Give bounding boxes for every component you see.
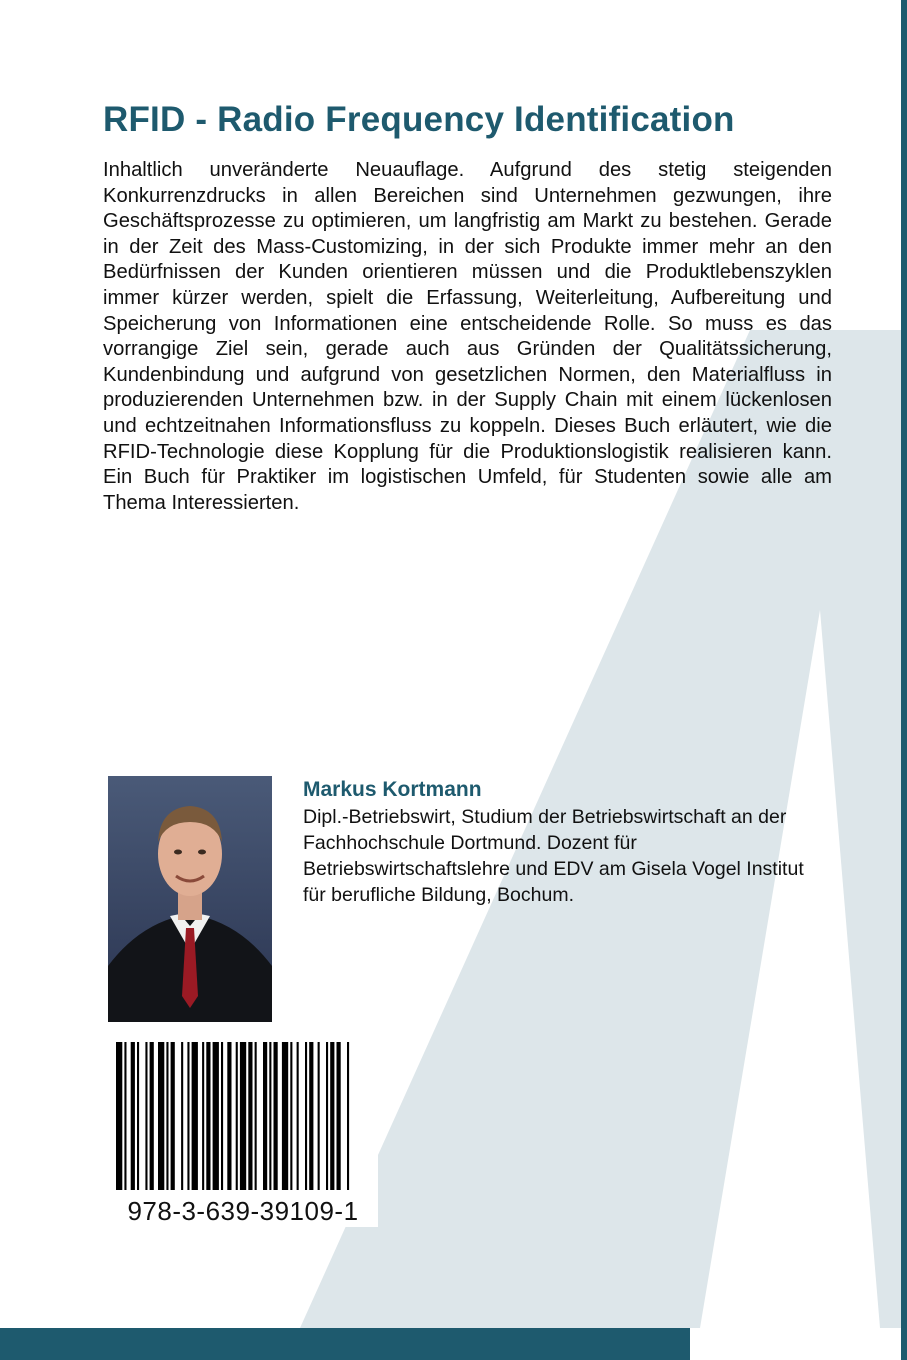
barcode-bar <box>290 1042 292 1190</box>
barcode-bar <box>330 1042 334 1190</box>
author-bio: Dipl.-Betriebswirt, Studium der Betriebswirtschaft an der Fachhochschule Dortmund. Dozent für Betriebswirtschaftslehre und EDV am Gisela Vogel Institut für berufliche Bildung, Bochum. <box>303 806 804 906</box>
barcode-bar <box>145 1042 147 1190</box>
barcode-bar <box>131 1042 135 1190</box>
barcode-bar <box>318 1042 320 1190</box>
barcode-bar <box>181 1042 183 1190</box>
barcode-bar <box>221 1042 223 1190</box>
barcode-bar <box>227 1042 231 1190</box>
author-photo <box>108 776 272 1022</box>
right-edge-strip <box>901 0 907 1360</box>
barcode-bar <box>166 1042 168 1190</box>
barcode-bar <box>202 1042 204 1190</box>
barcode-bar <box>255 1042 257 1190</box>
barcode-bar <box>274 1042 278 1190</box>
barcode-bar <box>124 1042 126 1190</box>
barcode-bar <box>187 1042 189 1190</box>
barcode-bar <box>347 1042 349 1190</box>
barcode-bar <box>282 1042 288 1190</box>
barcode-bar <box>297 1042 299 1190</box>
barcode-bar <box>309 1042 313 1190</box>
barcode-bar <box>137 1042 139 1190</box>
bottom-bar <box>0 1328 690 1360</box>
barcode-bar <box>158 1042 164 1190</box>
barcode-bar <box>236 1042 238 1190</box>
author-name: Markus Kortmann <box>303 778 482 801</box>
barcode-bar <box>192 1042 198 1190</box>
book-title: RFID - Radio Frequency Identification <box>103 100 735 139</box>
book-description: Inhaltlich unveränderte Neuauflage. Aufgrund des stetig steigenden Konkurrenzdrucks in allen Bereichen sind Unternehmen gezwungen, ihre Geschäftsprozesse zu optimieren, um langfristig am Markt zu bestehen. Gerade in der Zeit des Mass-Customizing, in der sich Produkte immer mehr an den Bedürfnissen der Kunden orientieren müssen und die Produktlebenszyklen immer kürzer werden, spielt die Erfassung, Weiterleitung, Aufbereitung und Speicherung von Informationen eine entscheidende Rolle. So muss es das vorrangige Ziel sein, gerade auch aus Gründen der Qualitätssicherung, Kundenbindung und aufgrund von gesetzlichen Normen, den Materialfluss in produzierenden Unternehmen bzw. in der Supply Chain mit einem lückenlosen und echtzeitnahen Informationsfluss zu koppeln. Dieses Buch erläutert, wie die RFID-Technologie diese Kopplung für die Produktionslogistik realisieren kann. Ein Buch für Praktiker im logistischen Umfeld, für Studenten sowie alle am Thema Interessierten. <box>103 159 832 514</box>
barcode-bar <box>269 1042 271 1190</box>
barcode-bar <box>116 1042 122 1190</box>
barcode <box>108 1032 378 1227</box>
barcode-bar <box>206 1042 210 1190</box>
barcode-bar <box>240 1042 246 1190</box>
barcode-bar <box>263 1042 267 1190</box>
barcode-bar <box>305 1042 307 1190</box>
barcode-bars <box>108 1032 378 1194</box>
barcode-bar <box>337 1042 341 1190</box>
barcode-bar <box>150 1042 154 1190</box>
isbn-number: 978-3-639-39109-1 <box>127 1196 359 1226</box>
barcode-bar <box>326 1042 328 1190</box>
barcode-bar <box>248 1042 252 1190</box>
barcode-bar <box>171 1042 175 1190</box>
barcode-bar <box>213 1042 219 1190</box>
